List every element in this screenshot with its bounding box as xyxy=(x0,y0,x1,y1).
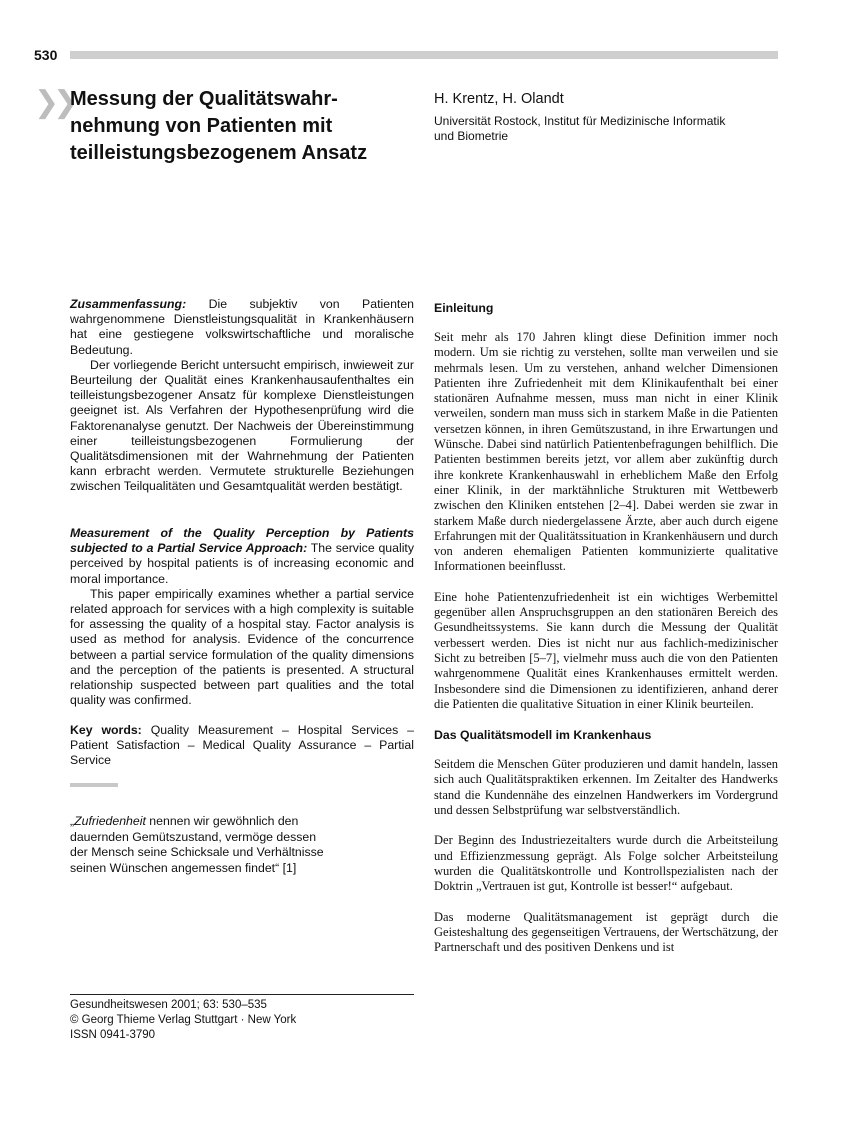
quote-line: nennen wir gewöhnlich den xyxy=(145,814,299,828)
body-paragraph: Seitdem die Menschen Güter produzieren und damit handeln, lassen sich auch Qualitätspraktiken erkennen. Im Zeitalter des Handwerks stand die Kundennähe des einzelnen Handwerkers im Vordergrund und dessen Selbstprüfung war selbstverständlich. xyxy=(434,757,778,818)
citation-footer xyxy=(70,998,296,1043)
abstract-en-label: Measurement of the Quality Perception by Patients subjected to a Partial Service Approach: xyxy=(70,526,414,556)
title-line: nehmung von Patienten mit xyxy=(70,115,333,137)
body-paragraph: Seit mehr als 170 Jahren klingt diese Definition immer noch modern. Um sie richtig zu verstehen, sollte man verweilen und sie mehrmals lesen. Um zu verstehen, anhand welcher Dimensionen Patienten ihre Zufriedenheit mit dem Klinikaufenthalt bei einer stationären Aufnahme messen, muss man nicht in einer Klinik verweilen, sondern man muss sich in starkem Maße in die Patienten versetzen können, in ihren Gemütszustand, in ihre Erwartungen und Wünsche. Dabei sind natürlich Patientenbefragungen behilflich. Die Patienten bestimmen bereits jetzt, vor allem aber zukünftig durch ihre konkrete Krankenhauswahl in erheblichem Maße den Erfolg einer Klinik, in der marktähnliche Strukturen mit Wettbewerb zwischen den Kliniken entstehen [2–4]. Dabei werden sie zwar in starkem Maße durch niedergelassene Ärzte, aber auch durch eigene Erfahrungen mit der Qualitätssituation in Krankenhäusern und durch von anderen ehemaligen Patienten kommunizierte qualitative Informationen beeinflusst. xyxy=(434,330,779,574)
footer-line: Gesundheitswesen 2001; 63: 530–535 xyxy=(70,999,267,1011)
affiliation-line: und Biometrie xyxy=(434,129,509,143)
title-line: Messung der Qualitätswahr- xyxy=(70,88,338,110)
affiliation xyxy=(434,114,725,144)
keywords-label: Key words: xyxy=(70,723,142,737)
quote-line: der Mensch seine Schicksale und Verhältnisse xyxy=(70,845,324,859)
footer-line: ISSN 0941-3790 xyxy=(70,1029,156,1041)
section-divider xyxy=(70,783,118,787)
authors: H. Krentz, H. Olandt xyxy=(434,91,564,107)
abstract-en-p2: This paper empirically examines whether a partial service related approach for services with a high complexity is suitable for assessing the quality of a hospital stay. Factor analysis is used as method for analysis. Evidence of the concurrence between a partial service formulation of the quality dimensions and the perception of the patients is presented. A structural relationship suspected between part qualities and the total quality was confirmed. xyxy=(70,586,414,708)
abstract-de-label: Zusammenfassung: xyxy=(70,297,187,311)
footer-rule xyxy=(70,994,414,995)
body-paragraph: Der Beginn des Industriezeitalters wurde durch die Arbeitsteilung und Effizienzmessung geprägt. Als Folge solcher Arbeitsteilung wurden die Qualitätskontrolle und Kontrollspezialisten nach der Doktrin „Vertrauen ist gut, Kontrolle ist besser!“ aufgebaut. xyxy=(434,833,778,894)
quote-line: dauernden Gemütszustand, vermöge dessen xyxy=(70,829,317,844)
abstract-de-p2: Der vorliegende Bericht untersucht empirisch, inwieweit zur Beurteilung der Qualität eines Krankenhausaufenthaltes ein teilleistungsbezogener Ansatz für komplexe Dienstleistungen geeignet ist. Als Verfahren der Hypothesenprüfung wird die Faktorenanalyse genutzt. Der Nachweis der Übereinstimmung einer teilleistungsbezogenen Formulierung der Qualitätsdimensionen mit der Wahrnehmung der Patienten kann erbracht werden. Vermutete strukturelle Beziehungen zwischen Teilqualitäten und Gesamtqualität werden bestätigt. xyxy=(70,357,414,494)
page-number: 530 xyxy=(34,47,58,63)
quote-line: seinen Wünschen angemessen findet“ [1] xyxy=(70,860,297,875)
quote-open-mark: „ xyxy=(70,814,75,828)
body-paragraph: Das moderne Qualitätsmanagement ist geprägt durch die Geisteshaltung des gegenseitigen Vertrauens, der Wertschätzung, der Partnerschaft und des positiven Denkens und ist xyxy=(434,909,778,955)
title-line: teilleistungsbezogenem Ansatz xyxy=(70,142,368,164)
keywords xyxy=(70,723,414,769)
abstract-german xyxy=(70,297,414,495)
abstract-en-p1: The service quality perceived by hospital patients is of increasing economic and moral importance. xyxy=(70,541,414,586)
section-heading: Das Qualitätsmodell im Krankenhaus xyxy=(434,728,652,743)
abstract-de-p1: Die subjektiv von Patienten wahrgenommene Dienstleistungsqualität in Krankenhäusern hat eine gestiegene volkswirtschaftliche und moralische Bedeutung. xyxy=(70,297,414,357)
body-paragraph: Eine hohe Patientenzufriedenheit ist ein wichtiges Werbemittel gegenüber allen Anspruchsgruppen an den stationären Bereich des Gesundheitssystems. Sie kann durch die Messung der Qualität verbessert werden. Dies ist nicht nur aus fachlich-medizinischer Sicht zu betreiben [5–7], vielmehr muss auch die von den Patienten wahrgenommene Qualität eines Krankenhauses ermittelt werden. Insbesondere sind die Dimensionen zu identifizieren, anhand derer die Patienten die qualitative Situation in einer Klinik beurteilen. xyxy=(434,589,778,711)
article-title xyxy=(70,86,390,167)
chevron-marker-icon: ❯❯ xyxy=(34,86,73,119)
header-bar xyxy=(70,51,778,59)
epigraph-quote xyxy=(70,814,370,876)
abstract-english xyxy=(70,526,414,708)
quote-term: Zufriedenheit xyxy=(74,814,146,828)
affiliation-line: Universität Rostock, Institut für Medizinische Informatik xyxy=(434,114,726,128)
section-heading: Einleitung xyxy=(434,301,494,315)
keywords-text: Quality Measurement – Hospital Services – Patient Satisfaction – Medical Quality Assurance – Partial Service xyxy=(70,723,414,768)
footer-line: © Georg Thieme Verlag Stuttgart · New York xyxy=(70,1014,297,1026)
right-column xyxy=(434,300,778,970)
